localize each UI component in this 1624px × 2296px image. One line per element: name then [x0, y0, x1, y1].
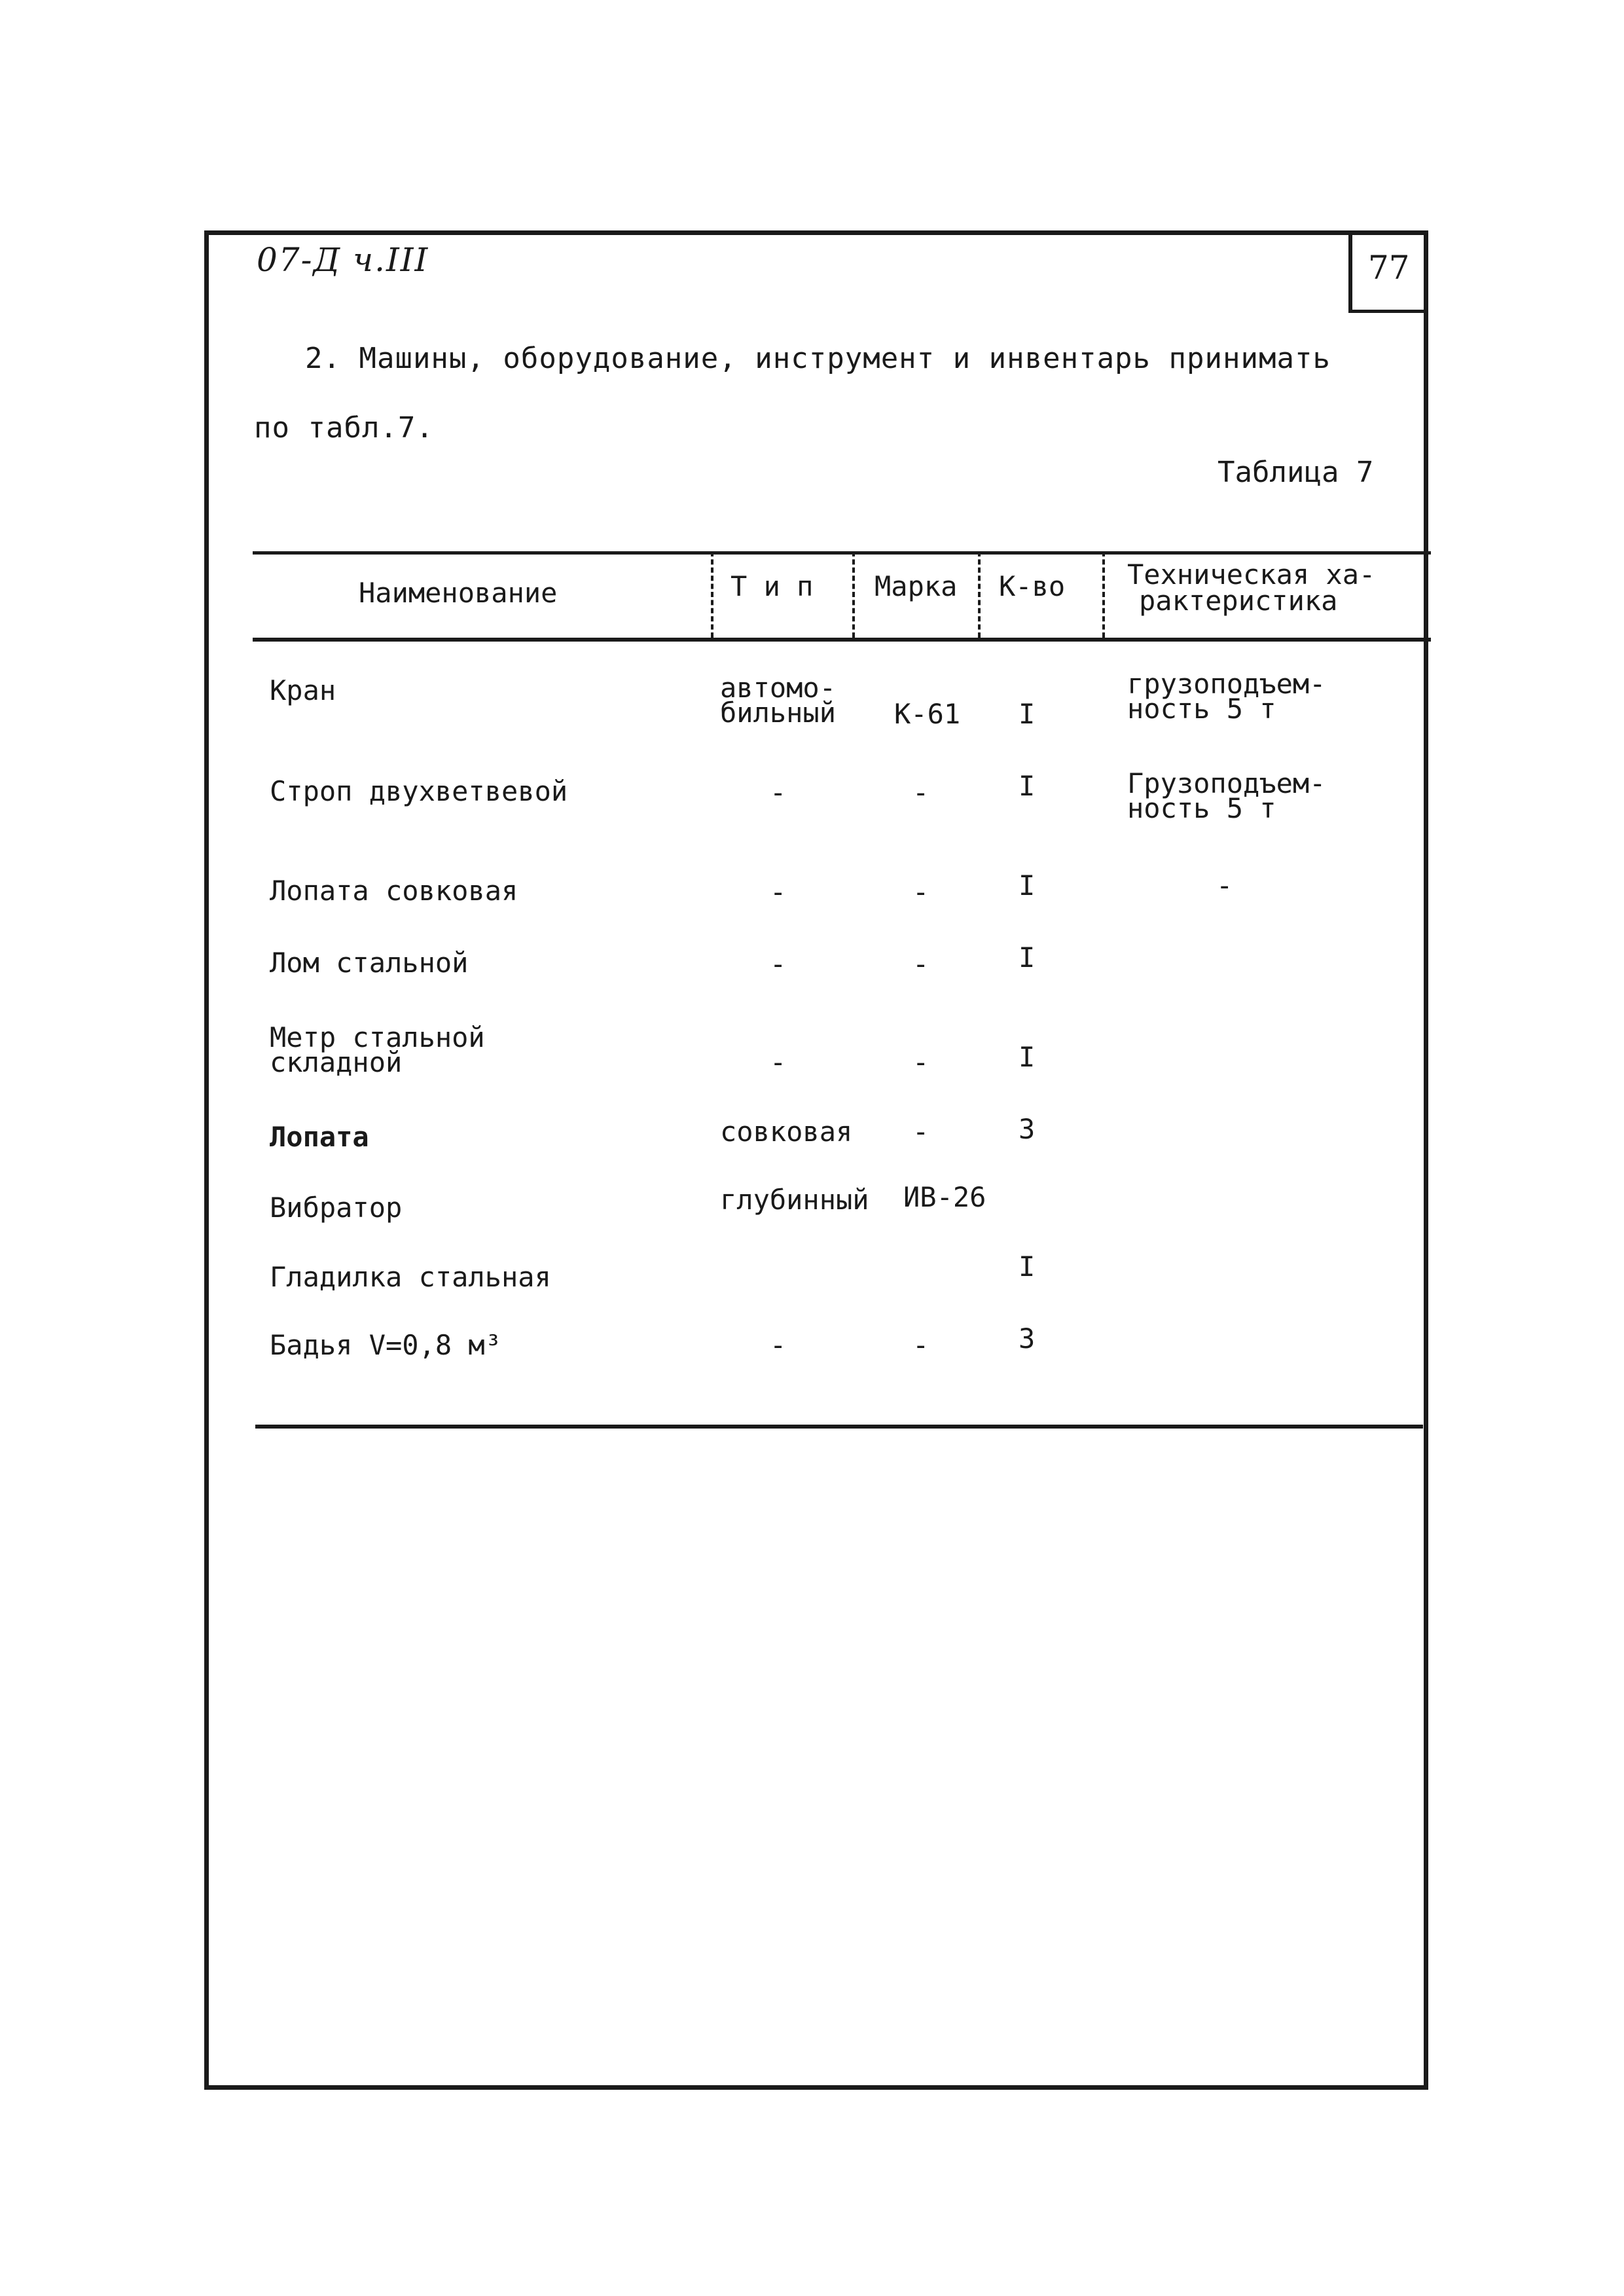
cell-brand: - — [912, 876, 929, 908]
cell-qty: I — [1019, 1041, 1036, 1073]
cell-name: Строп двухветвевой — [270, 775, 568, 807]
cell-name: Бадья V=0,8 м³ — [270, 1329, 502, 1361]
column-header-name: Наименование — [359, 577, 558, 609]
cell-brand: - — [912, 1329, 929, 1361]
column-separator — [711, 551, 713, 638]
column-separator — [1102, 551, 1105, 638]
cell-name: Гладилка стальная — [270, 1261, 551, 1293]
column-header-spec-line-1: Техническая ха- — [1127, 558, 1376, 591]
cell-type: - — [770, 1329, 787, 1361]
column-header-spec-line-2: рактеристика — [1139, 585, 1338, 617]
cell-name: Лом стальной — [270, 947, 469, 979]
cell-brand: ИВ-26 — [903, 1181, 986, 1213]
cell-qty: I — [1019, 941, 1036, 974]
column-separator — [978, 551, 981, 638]
cell-qty: I — [1019, 698, 1036, 730]
cell-type: - — [770, 1046, 787, 1078]
cell-type: автомо- — [720, 672, 837, 704]
column-header-qty: К-во — [999, 570, 1066, 602]
cell-name: Метр стальной — [270, 1021, 485, 1053]
column-header-brand: Марка — [875, 570, 958, 602]
cell-type: совковая — [720, 1116, 853, 1148]
cell-spec: ность 5 т — [1127, 792, 1276, 824]
cell-type: глубинный — [720, 1184, 869, 1216]
cell-qty: 3 — [1019, 1113, 1036, 1145]
cell-brand: - — [912, 948, 929, 980]
cell-type: - — [770, 776, 787, 809]
cell-qty: I — [1019, 1250, 1036, 1283]
table-bottom-rule — [255, 1425, 1423, 1429]
intro-line-1: 2. Машины, оборудование, инструмент и инвентарь принимать — [305, 342, 1331, 375]
cell-spec: Грузоподъем- — [1127, 767, 1326, 799]
cell-type: бильный — [720, 697, 837, 729]
cell-name: Лопата совковая — [270, 875, 518, 907]
cell-brand: - — [912, 776, 929, 809]
cell-name: Кран — [270, 674, 336, 706]
table-label: Таблица 7 — [1218, 456, 1374, 489]
cell-name: складной — [270, 1046, 403, 1078]
cell-name: Лопата — [270, 1121, 369, 1153]
cell-spec: - — [1216, 869, 1233, 902]
page-frame — [204, 230, 1428, 2090]
table-header-rule — [253, 638, 1431, 642]
cell-qty: I — [1019, 770, 1036, 802]
cell-brand: К-61 — [894, 698, 961, 730]
cell-qty: 3 — [1019, 1322, 1036, 1355]
intro-line-2: по табл.7. — [254, 411, 434, 445]
cell-name: Вибратор — [270, 1192, 403, 1224]
column-separator — [852, 551, 855, 638]
cell-qty: I — [1019, 869, 1036, 902]
cell-brand: - — [912, 1046, 929, 1078]
column-header-type: Т и п — [731, 570, 814, 602]
document-code: 07-Д ч.III — [257, 241, 429, 279]
cell-brand: - — [912, 1116, 929, 1148]
cell-type: - — [770, 948, 787, 980]
table-top-rule — [253, 551, 1431, 555]
cell-spec: грузоподъем- — [1127, 668, 1326, 700]
cell-type: - — [770, 876, 787, 908]
cell-spec: ность 5 т — [1127, 693, 1276, 725]
page-number: 77 — [1368, 249, 1410, 287]
